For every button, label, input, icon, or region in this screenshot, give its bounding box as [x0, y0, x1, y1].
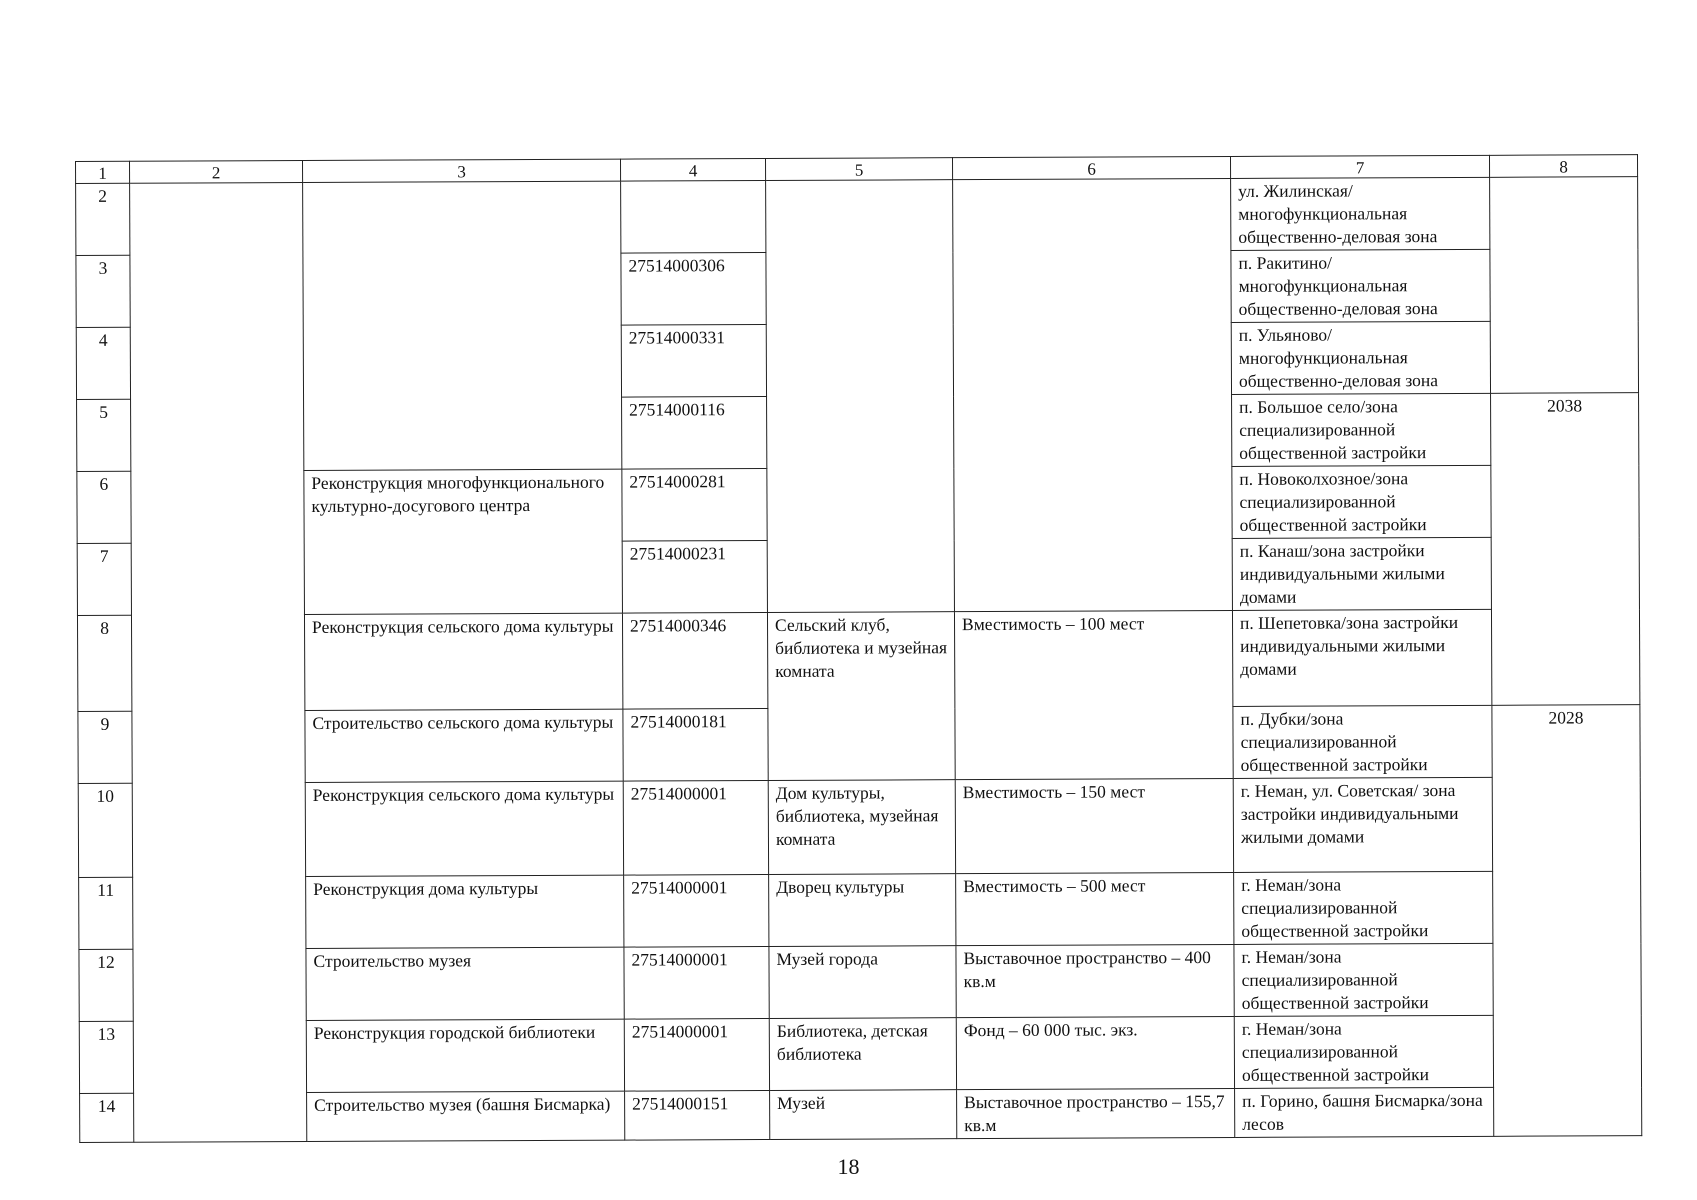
code-cell: 27514000346: [622, 612, 767, 709]
table-row: [79, 943, 1641, 1022]
location-cell: п. Ульяново/ многофункциональная общественно-деловая зона: [1231, 321, 1490, 394]
row-number: 4: [76, 327, 130, 399]
row-number: 10: [78, 783, 132, 877]
col-header: 4: [620, 158, 765, 181]
object-cell-empty: [766, 180, 955, 613]
location-cell: г. Неман/зона специализированной общественной застройки: [1234, 871, 1493, 944]
row-number: 6: [77, 471, 131, 543]
object-cell: Дом культуры, библиотека, музейная комната: [768, 780, 955, 875]
name-cell: Строительство сельского дома культуры: [305, 709, 623, 782]
row-number: 2: [76, 183, 130, 255]
code-cell: 27514000116: [622, 396, 767, 469]
location-cell: г. Неман, ул. Советская/ зона застройки индивидуальными жилыми домами: [1233, 777, 1492, 872]
completion-year: 2028: [1492, 705, 1642, 1137]
col2-cell-empty: [130, 183, 307, 1143]
table-row: [79, 871, 1641, 950]
col-header: 1: [76, 161, 130, 183]
table-row: [77, 609, 1639, 712]
name-cell-empty: [303, 181, 622, 470]
name-cell: Реконструкция сельского дома культуры: [305, 781, 623, 876]
name-cell: Реконструкция многофункционального культурно-досугового центра: [304, 469, 623, 614]
name-cell: Строительство музея (башня Бисмарка): [307, 1091, 625, 1141]
capacity-cell: Выставочное пространство – 155,7 кв.м: [957, 1088, 1235, 1138]
code-cell: 27514000281: [622, 468, 767, 541]
location-cell: п. Новоколхозное/зона специализированной общественной застройки: [1232, 465, 1491, 538]
row-number: 8: [77, 615, 131, 711]
row-number: 9: [78, 711, 132, 783]
row-number: 13: [79, 1021, 133, 1093]
code-cell: 27514000001: [624, 1018, 769, 1091]
object-cell: Музей: [770, 1090, 957, 1140]
code-cell: 27514000231: [622, 540, 767, 613]
capacity-cell: Вместимость – 150 мест: [955, 778, 1233, 873]
col-header: 7: [1230, 155, 1489, 178]
table-row: [78, 777, 1640, 878]
code-cell: 27514000001: [623, 780, 768, 875]
register-sheet: [75, 157, 1637, 1136]
col-header: 6: [952, 156, 1230, 179]
row-number: 3: [76, 255, 130, 327]
code-cell: 27514000331: [621, 324, 766, 397]
col-header: 8: [1489, 155, 1637, 178]
completion-year: 2038: [1491, 393, 1640, 706]
table-row: [80, 1087, 1642, 1143]
name-cell: Реконструкция сельского дома культуры: [304, 613, 622, 710]
location-cell: п. Дубки/зона специализированной общественной застройки: [1233, 705, 1492, 778]
page-number: 18: [837, 1154, 860, 1179]
object-cell: Сельский клуб, библиотека и музейная комната: [767, 612, 955, 781]
location-cell: ул. Жилинская/ многофункциональная общественно-деловая зона: [1231, 177, 1490, 250]
code-cell: 27514000001: [624, 946, 769, 1019]
col-header: 5: [765, 158, 952, 181]
capacity-cell: Фонд – 60 000 тыс. экз.: [956, 1016, 1234, 1089]
location-cell: п. Горино, башня Бисмарка/зона лесов: [1235, 1087, 1494, 1137]
name-cell: Реконструкция городской библиотеки: [306, 1019, 624, 1092]
row-number: 5: [77, 399, 131, 471]
object-cell: Дворец культуры: [769, 874, 956, 947]
object-cell: Библиотека, детская библиотека: [769, 1018, 956, 1091]
table-row: [79, 1015, 1641, 1094]
code-cell: [621, 180, 766, 253]
code-cell: 27514000181: [623, 708, 768, 781]
code-cell: 27514000151: [625, 1090, 770, 1140]
col-header: 2: [130, 161, 303, 184]
row-number: 12: [79, 949, 133, 1021]
location-cell: г. Неман/зона специализированной общественной застройки: [1234, 1015, 1493, 1088]
row-number: 11: [79, 877, 133, 949]
name-cell: Реконструкция дома культуры: [306, 875, 624, 948]
code-cell: 27514000001: [624, 874, 769, 947]
name-cell: Строительство музея: [306, 947, 624, 1020]
object-cell: Музей города: [769, 946, 956, 1019]
location-cell: п. Большое село/зона специализированной общественной застройки: [1232, 393, 1491, 466]
location-cell: п. Ракитино/ многофункциональная общественно-деловая зона: [1231, 249, 1490, 322]
capacity-cell: Вместимость – 500 мест: [956, 872, 1234, 945]
capacity-cell-empty: [953, 178, 1233, 611]
capacity-cell: Вместимость – 100 мест: [954, 610, 1233, 779]
col-header: 3: [303, 159, 621, 182]
objects-table: [75, 154, 1642, 1143]
capacity-cell: Выставочное пространство – 400 кв.м: [956, 944, 1234, 1017]
row-number: 7: [77, 543, 131, 615]
code-cell: 27514000306: [621, 252, 766, 325]
row-number: 14: [80, 1093, 134, 1142]
location-cell: п. Канаш/зона застройки индивидуальными жилыми домами: [1232, 537, 1491, 610]
year-cell-empty: [1490, 177, 1639, 394]
location-cell: г. Неман/зона специализированной общественной застройки: [1234, 943, 1493, 1016]
location-cell: п. Шепетовка/зона застройки индивидуальными жилыми домами: [1232, 609, 1491, 706]
table-row: [76, 177, 1638, 256]
